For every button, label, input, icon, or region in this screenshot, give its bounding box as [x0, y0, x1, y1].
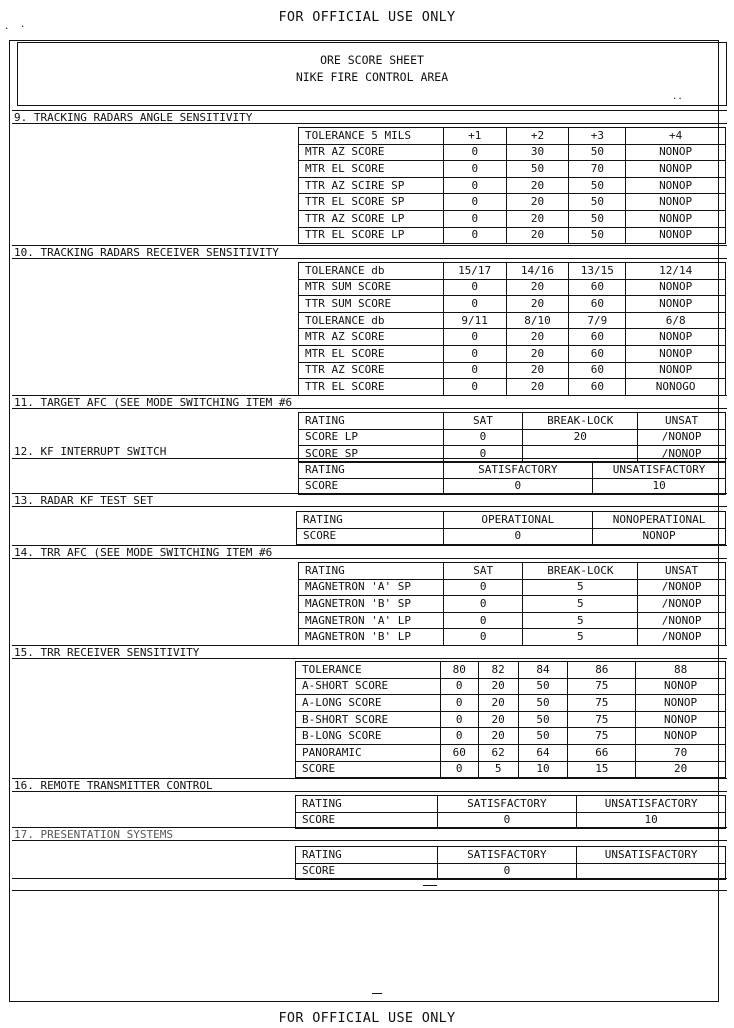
- table-cell: 5: [523, 596, 638, 613]
- row-label: B-SHORT SCORE: [296, 711, 441, 728]
- table-cell: 0: [443, 279, 506, 296]
- table-cell: 50: [569, 177, 626, 194]
- table-cell: NONOP: [636, 711, 726, 728]
- row-label: MTR EL SCORE: [299, 345, 444, 362]
- table-cell: 50: [506, 161, 569, 178]
- table-cell: NONOP: [626, 227, 726, 244]
- table-cell: NONOP: [636, 695, 726, 712]
- table-row: [299, 312, 726, 329]
- table-cell: 80: [440, 662, 478, 679]
- row-label: TOLERANCE db: [299, 263, 444, 280]
- table-row: [296, 761, 726, 778]
- row-label: RATING: [296, 847, 438, 864]
- table-cell: +4: [626, 128, 726, 145]
- table-cell: 20: [506, 296, 569, 313]
- table-cell: 88: [636, 662, 726, 679]
- table-cell: 0: [440, 711, 478, 728]
- table-cell: 0: [443, 379, 506, 396]
- table-cell: 15: [568, 761, 636, 778]
- table-cell: 0: [443, 629, 523, 646]
- table-cell: UNSAT: [638, 413, 726, 430]
- table-cell: 20: [506, 362, 569, 379]
- row-label: TTR AZ SCORE LP: [299, 210, 444, 227]
- rule-mark: [372, 993, 382, 994]
- table-cell: 50: [518, 711, 568, 728]
- table-cell: 70: [636, 744, 726, 761]
- table-cell: UNSAT: [638, 563, 726, 580]
- table-cell: 0: [443, 161, 506, 178]
- table-cell: 0: [443, 329, 506, 346]
- table-cell: 0: [437, 863, 577, 880]
- section-12-table: [298, 461, 726, 495]
- table-cell: 12/14: [626, 263, 726, 280]
- row-label: RATING: [299, 413, 444, 430]
- row-label: TTR EL SCORE LP: [299, 227, 444, 244]
- table-cell: NONOP: [593, 528, 726, 545]
- table-row: [299, 263, 726, 280]
- table-row: [299, 296, 726, 313]
- table-cell: BREAK-LOCK: [523, 563, 638, 580]
- section-11-heading: 11. TARGET AFC (SEE MODE SWITCHING ITEM #6: [12, 395, 727, 409]
- table-cell: 50: [569, 194, 626, 211]
- row-label: TTR EL SCORE SP: [299, 194, 444, 211]
- row-label: TOLERANCE: [296, 662, 441, 679]
- table-cell: +1: [443, 128, 506, 145]
- table-cell: NONOP: [626, 296, 726, 313]
- row-label: SCORE: [297, 528, 444, 545]
- table-cell: 20: [506, 279, 569, 296]
- table-cell: 9/11: [443, 312, 506, 329]
- table-cell: NONOP: [626, 210, 726, 227]
- table-cell: 30: [506, 144, 569, 161]
- table-cell: 0: [440, 678, 478, 695]
- table-row: [299, 161, 726, 178]
- table-cell: 0: [443, 478, 593, 495]
- table-cell: 10: [593, 478, 726, 495]
- table-cell: 0: [443, 210, 506, 227]
- scan-speck: .: [4, 22, 10, 32]
- table-cell: NONOPERATIONAL: [593, 512, 726, 529]
- table-cell: 20: [478, 728, 518, 745]
- table-row: [299, 579, 726, 596]
- table-cell: 5: [523, 579, 638, 596]
- table-cell: 60: [440, 744, 478, 761]
- row-label: MTR AZ SCORE: [299, 329, 444, 346]
- table-cell: 66: [568, 744, 636, 761]
- table-cell: /NONOP: [638, 629, 726, 646]
- table-cell: 20: [506, 227, 569, 244]
- table-cell: 0: [440, 761, 478, 778]
- table-cell: 0: [443, 612, 523, 629]
- table-cell: /NONOP: [638, 446, 726, 463]
- table-cell: 50: [518, 695, 568, 712]
- section-12-heading: 12. KF INTERRUPT SWITCH: [12, 445, 727, 459]
- rule-line: [12, 890, 727, 891]
- footer-banner: FOR OFFICIAL USE ONLY: [278, 1010, 456, 1026]
- table-cell: +2: [506, 128, 569, 145]
- table-cell: 50: [518, 678, 568, 695]
- row-label: RATING: [297, 512, 444, 529]
- row-label: SCORE LP: [299, 429, 444, 446]
- section-14-table: [298, 562, 726, 646]
- table-cell: 14/16: [506, 263, 569, 280]
- table-cell: 70: [569, 161, 626, 178]
- table-row: [296, 695, 726, 712]
- table-row: [299, 345, 726, 362]
- table-cell: 0: [440, 728, 478, 745]
- table-cell: 0: [437, 812, 577, 829]
- table-cell: SATISFACTORY: [437, 796, 577, 813]
- table-cell: 75: [568, 678, 636, 695]
- table-cell: 0: [443, 144, 506, 161]
- table-cell: 5: [478, 761, 518, 778]
- table-cell: UNSATISFACTORY: [593, 462, 726, 479]
- table-cell: 0: [443, 194, 506, 211]
- table-row: [297, 512, 726, 529]
- row-label: TTR SUM SCORE: [299, 296, 444, 313]
- table-row: [299, 144, 726, 161]
- row-label: TTR EL SCORE: [299, 379, 444, 396]
- row-label: MAGNETRON 'B' LP: [299, 629, 444, 646]
- row-label: MAGNETRON 'A' LP: [299, 612, 444, 629]
- row-label: PANORAMIC: [296, 744, 441, 761]
- scan-speck: .: [20, 20, 26, 30]
- table-cell: 0: [443, 227, 506, 244]
- table-row: [299, 379, 726, 396]
- table-row: [296, 678, 726, 695]
- section-10-heading: 10. TRACKING RADARS RECEIVER SENSITIVITY: [12, 245, 727, 259]
- table-row: [299, 413, 726, 430]
- section-14-heading: 14. TRR AFC (SEE MODE SWITCHING ITEM #6: [12, 545, 727, 559]
- table-cell: 20: [506, 177, 569, 194]
- table-row: [299, 596, 726, 613]
- row-label: SCORE: [296, 863, 438, 880]
- table-row: [299, 279, 726, 296]
- section-9-table: [298, 127, 726, 244]
- table-cell: NONOP: [626, 161, 726, 178]
- row-label: TTR AZ SCORE: [299, 362, 444, 379]
- section-16-table: [295, 795, 726, 829]
- table-cell: NONOP: [626, 144, 726, 161]
- rule-mark: [423, 885, 437, 886]
- table-cell: /NONOP: [638, 579, 726, 596]
- table-cell: BREAK-LOCK: [523, 413, 638, 430]
- table-cell: NONOP: [626, 329, 726, 346]
- table-cell: SATISFACTORY: [443, 462, 593, 479]
- table-cell: 60: [569, 379, 626, 396]
- table-row: [299, 629, 726, 646]
- form-title: ORE SCORE SHEET: [320, 53, 424, 67]
- table-cell: 15/17: [443, 263, 506, 280]
- section-10-table: [298, 262, 726, 396]
- scan-speck: ..: [672, 92, 683, 102]
- table-cell: 0: [443, 579, 523, 596]
- section-15-heading: 15. TRR RECEIVER SENSITIVITY: [12, 645, 727, 659]
- table-cell: UNSATISFACTORY: [577, 847, 726, 864]
- section-13-heading: 13. RADAR KF TEST SET: [12, 493, 727, 507]
- table-cell: 20: [478, 711, 518, 728]
- row-label: B-LONG SCORE: [296, 728, 441, 745]
- table-cell: 10: [518, 761, 568, 778]
- table-cell: 84: [518, 662, 568, 679]
- table-row: [297, 528, 726, 545]
- table-cell: +3: [569, 128, 626, 145]
- table-cell: 50: [518, 728, 568, 745]
- table-cell: 50: [569, 210, 626, 227]
- table-row: [296, 744, 726, 761]
- row-label: MTR EL SCORE: [299, 161, 444, 178]
- table-row: [299, 227, 726, 244]
- table-row: [299, 462, 726, 479]
- table-cell: 0: [443, 362, 506, 379]
- table-cell: 13/15: [569, 263, 626, 280]
- table-row: [299, 612, 726, 629]
- row-label: A-SHORT SCORE: [296, 678, 441, 695]
- table-cell: SAT: [443, 563, 523, 580]
- table-cell: 5: [523, 629, 638, 646]
- section-17-heading: 17. PRESENTATION SYSTEMS: [12, 827, 727, 841]
- table-cell: 64: [518, 744, 568, 761]
- table-cell: 0: [443, 429, 523, 446]
- table-row: [299, 429, 726, 446]
- row-label: SCORE: [296, 812, 438, 829]
- table-cell: 20: [478, 695, 518, 712]
- table-cell: 0: [440, 695, 478, 712]
- table-cell: 75: [568, 695, 636, 712]
- table-cell: 0: [443, 296, 506, 313]
- table-cell: 50: [569, 227, 626, 244]
- table-cell: 20: [506, 345, 569, 362]
- table-row: [299, 194, 726, 211]
- table-cell: NONOP: [636, 728, 726, 745]
- section-9-heading: 9. TRACKING RADARS ANGLE SENSITIVITY: [12, 110, 727, 124]
- section-16-heading: 16. REMOTE TRANSMITTER CONTROL: [12, 778, 727, 792]
- table-row: [296, 847, 726, 864]
- table-cell: 60: [569, 296, 626, 313]
- table-cell: /NONOP: [638, 429, 726, 446]
- table-row: [299, 362, 726, 379]
- table-cell: 20: [506, 379, 569, 396]
- table-cell: OPERATIONAL: [443, 512, 593, 529]
- table-cell: 62: [478, 744, 518, 761]
- table-cell: /NONOP: [638, 596, 726, 613]
- table-cell: NONOP: [626, 362, 726, 379]
- table-cell: NONOP: [626, 345, 726, 362]
- row-label: MTR SUM SCORE: [299, 279, 444, 296]
- table-row: [299, 210, 726, 227]
- table-cell: SATISFACTORY: [437, 847, 577, 864]
- table-cell: 8/10: [506, 312, 569, 329]
- table-cell: 0: [443, 446, 523, 463]
- section-17-table: [295, 846, 726, 880]
- table-cell: 20: [478, 678, 518, 695]
- row-label: RATING: [299, 462, 444, 479]
- table-row: [299, 177, 726, 194]
- rule-line: [12, 878, 727, 879]
- table-cell: 75: [568, 711, 636, 728]
- table-cell: 75: [568, 728, 636, 745]
- table-row: [296, 796, 726, 813]
- table-cell: 5: [523, 612, 638, 629]
- table-cell: 7/9: [569, 312, 626, 329]
- row-label: TOLERANCE 5 MILS: [299, 128, 444, 145]
- row-label: SCORE: [296, 761, 441, 778]
- table-row: [296, 662, 726, 679]
- row-label: RATING: [296, 796, 438, 813]
- table-cell: 20: [506, 210, 569, 227]
- table-cell: 0: [443, 177, 506, 194]
- table-cell: 20: [506, 194, 569, 211]
- table-cell: 0: [443, 528, 593, 545]
- row-label: SCORE SP: [299, 446, 444, 463]
- table-cell: NONOP: [626, 194, 726, 211]
- table-cell: SAT: [443, 413, 523, 430]
- table-row: [296, 728, 726, 745]
- table-cell: 60: [569, 279, 626, 296]
- table-cell: /NONOP: [638, 612, 726, 629]
- table-cell: 86: [568, 662, 636, 679]
- table-cell: 60: [569, 329, 626, 346]
- table-cell: NONOP: [626, 177, 726, 194]
- table-cell: 60: [569, 345, 626, 362]
- table-cell: NONOGO: [626, 379, 726, 396]
- table-cell: 20: [523, 429, 638, 446]
- table-row: [299, 563, 726, 580]
- row-label: SCORE: [299, 478, 444, 495]
- table-cell: 6/8: [626, 312, 726, 329]
- table-cell: UNSATISFACTORY: [577, 796, 726, 813]
- table-cell: 20: [636, 761, 726, 778]
- table-row: [296, 711, 726, 728]
- table-row: [299, 128, 726, 145]
- table-cell: NONOP: [626, 279, 726, 296]
- table-cell: 10: [577, 812, 726, 829]
- row-label: TTR AZ SCIRE SP: [299, 177, 444, 194]
- table-cell: 82: [478, 662, 518, 679]
- section-15-table: [295, 661, 726, 778]
- row-label: MAGNETRON 'B' SP: [299, 596, 444, 613]
- header-banner: FOR OFFICIAL USE ONLY: [278, 9, 456, 25]
- table-cell: 0: [443, 345, 506, 362]
- row-label: RATING: [299, 563, 444, 580]
- row-label: MAGNETRON 'A' SP: [299, 579, 444, 596]
- row-label: TOLERANCE db: [299, 312, 444, 329]
- form-subtitle: NIKE FIRE CONTROL AREA: [295, 70, 449, 84]
- table-cell: 0: [443, 596, 523, 613]
- table-cell: 20: [506, 329, 569, 346]
- table-cell: 50: [569, 144, 626, 161]
- table-row: [299, 329, 726, 346]
- table-cell: 60: [569, 362, 626, 379]
- title-box: [17, 42, 727, 106]
- table-cell: NONOP: [636, 678, 726, 695]
- section-13-table: [296, 511, 726, 545]
- row-label: MTR AZ SCORE: [299, 144, 444, 161]
- row-label: A-LONG SCORE: [296, 695, 441, 712]
